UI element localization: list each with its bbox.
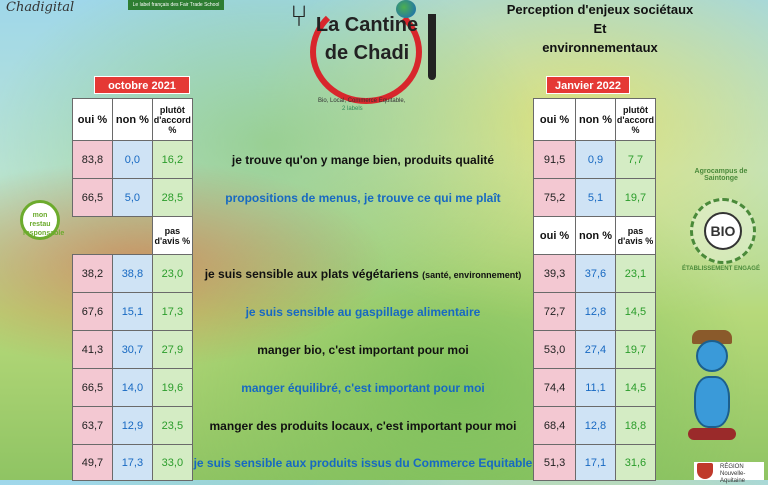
mascot-feet [688,428,736,440]
table-row: 49,7 17,3 33,0 je suis sensible aux produits issus du Commerce Equitable 51,3 17,1 31,6 [73,445,656,481]
question-label: manger des produits locaux, c'est important pour moi [209,418,517,433]
question-label: je trouve qu'on y mange bien, produits qualité [231,152,495,167]
mon-restau-responsable-logo: mon restau responsable [20,200,60,240]
heading-line2: Et [593,21,607,36]
table-row: 66,5 5,0 28,5 propositions de menus, je trouve ce qui me plaît 75,2 5,1 19,7 [73,179,656,217]
bio-core: BIO [704,212,742,250]
header-row-2 [73,217,656,255]
table-row: 41,3 30,7 27,9 manger bio, c'est important pour moi 53,0 27,4 19,7 [73,331,656,369]
header-row-1 [73,99,656,141]
table-row: 38,2 38,8 23,0 je suis sensible aux plats végétariens (santé, environnement) 39,3 37,6 23,1 [73,255,656,293]
page-heading [470,0,730,57]
heading-line1: Perception d'enjeux sociétaux [506,2,694,17]
question-label: je suis sensible au gaspillage alimentaire [245,304,481,319]
bio-etablissement-text: ÉTABLISSEMENT ENGAGÉ [682,266,760,272]
question-label: manger bio, c'est important pour moi [257,342,469,357]
col-oui-header-2022-b: oui % [534,217,576,255]
table-row: 63,7 12,9 23,5 manger des produits locaux, c'est important pour moi 68,4 12,8 18,8 [73,407,656,445]
col-non-header-2022-b: non % [576,217,616,255]
col-avis-header: pas d'avis % [152,217,192,255]
mascot-head [696,340,728,372]
table-row: 67,6 15,1 17,3 je suis sensible au gaspillage alimentaire 72,7 12,8 14,5 [73,293,656,331]
question-label: je suis sensible aux produits issus du Commerce Equitable [193,455,533,470]
col-oui-header: oui % [73,99,113,141]
mascot-illustration [686,318,742,448]
logo-title-line2: de Chadi [324,42,410,64]
survey-table [72,98,656,481]
knife-icon [428,14,436,80]
col-accord-header: plutôt d'accord % [152,99,192,141]
fair-trade-label: Le label français des Fair Trade School [128,0,224,10]
col-non-header: non % [112,99,152,141]
region-shield-icon [697,463,713,479]
col-avis-header-2022: pas d'avis % [615,217,655,255]
col-oui-header-2022: oui % [534,99,576,141]
bio-ring-text: Agrocampus de Saintonge [694,168,748,182]
date-badge-jan-2022: Janvier 2022 [546,76,630,94]
logo-title-line1: La Cantine [315,14,419,36]
logo-subtitle: Bio, Local, Commerce Equitable, [318,98,406,104]
col-accord-header-2022: plutôt d'accord % [615,99,655,141]
heading-line3: environnementaux [542,40,658,55]
region-logo: RÉGION Nouvelle-Aquitaine [694,462,764,480]
question-label: je suis sensible aux plats végétariens (santé, environnement) [204,266,522,281]
table-row: 83,8 0,0 16,2 je trouve qu'on y mange bien, produits qualité 91,5 0,9 7,7 [73,141,656,179]
signature-logo: Chadigital [6,0,75,15]
bio-seal-logo [682,168,760,272]
question-label: manger équilibré, c'est important pour moi [241,380,485,395]
fork-icon: ⑂ [290,0,308,33]
question-label: propositions de menus, je trouve ce qui me plaît [225,190,501,205]
logo-labels: 2 labels [342,106,363,112]
date-badge-oct-2021: octobre 2021 [94,76,190,94]
table-row: 66,5 14,0 19,6 manger équilibré, c'est important pour moi 74,4 11,1 14,5 [73,369,656,407]
col-non-header-2022: non % [576,99,616,141]
mascot-body [694,376,730,428]
